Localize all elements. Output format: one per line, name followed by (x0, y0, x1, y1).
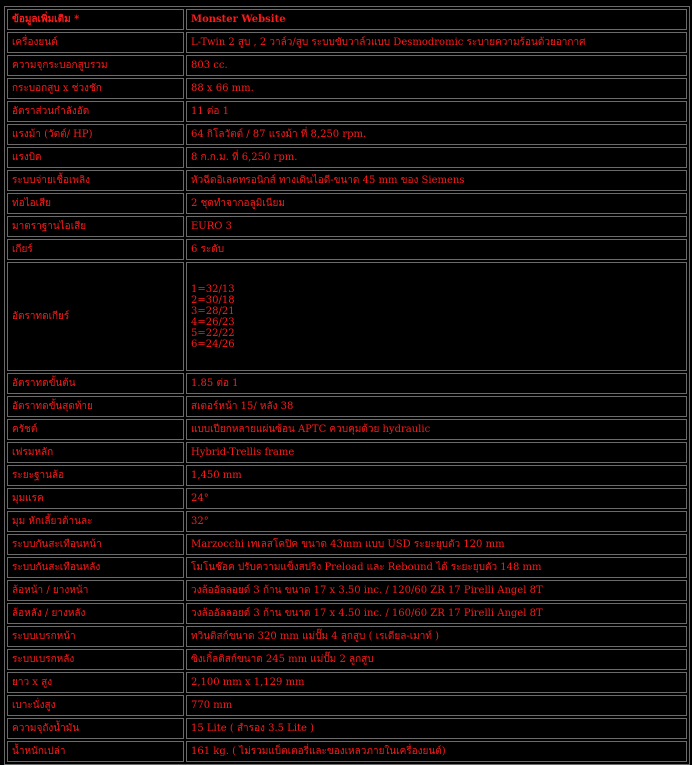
row-value: 803 cc. (186, 55, 687, 76)
row-label: ความจุถังน้ำมัน (7, 718, 184, 739)
row-label: เบาะนั่งสูง (7, 695, 184, 716)
table-row (7, 78, 687, 99)
row-label: ท่อไอเสีย (7, 193, 184, 214)
row-label: ระยะฐานล้อ (7, 465, 184, 486)
row-value: 2,100 mm x 1,129 mm (186, 672, 687, 693)
row-label: ครัชต์ (7, 419, 184, 440)
table-row (7, 465, 687, 486)
row-label: แรงบิด (7, 147, 184, 168)
table-row (7, 170, 687, 191)
table-row (7, 147, 687, 168)
header-value: Monster Website (186, 9, 687, 30)
row-label: เฟรมหลัก (7, 442, 184, 463)
table-row (7, 580, 687, 601)
row-label: อัตราทดขั้นต้น (7, 373, 184, 394)
gear-ratio-3: 3=28/21 (191, 305, 235, 317)
row-value: 1.85 ต่อ 1 (186, 373, 687, 394)
row-value: 6 ระดับ (186, 239, 687, 260)
gear-ratio-row (7, 262, 687, 371)
table-row (7, 741, 687, 762)
row-label: มุมแรค (7, 488, 184, 509)
row-label: ระบบกันสะเทือนหลัง (7, 557, 184, 578)
row-label: กระบอกสูบ x ช่วงชัก (7, 78, 184, 99)
row-value: 8 ก.ก.ม. ที่ 6,250 rpm. (186, 147, 687, 168)
table-row (7, 419, 687, 440)
table-row (7, 626, 687, 647)
row-value: 15 Lite ( สำรอง 3.5 Lite ) (186, 718, 687, 739)
table-row (7, 695, 687, 716)
table-row (7, 193, 687, 214)
row-label: เกียร์ (7, 239, 184, 260)
row-value: 2 ชุดทำจากอลูมิเนียม (186, 193, 687, 214)
gear-ratio-label: อัตราทดเกียร์ (7, 262, 184, 371)
row-label: มาตราฐานไอเสีย (7, 216, 184, 237)
table-row (7, 649, 687, 670)
row-value: แบบเปียกหลายแผ่นซ้อน APTC ควบคุมด้วย hydraulic (186, 419, 687, 440)
table-row (7, 32, 687, 53)
row-label: ยาว x สูง (7, 672, 184, 693)
row-label: แรงม้า (วัตต์/ HP) (7, 124, 184, 145)
row-value: หัวฉีดอิเลคทรอนิกส์ ทางเดินไอดี-ขนาด 45 mm ของ Siemens (186, 170, 687, 191)
row-value: วงล้ออัลลอยด์ 3 ก้าน ขนาด 17 x 3.50 inc. / 120/60 ZR 17 Pirelli Angel 8T (186, 580, 687, 601)
row-value: Marzocchi เทเลสโคปิค ขนาด 43mm แบบ USD ระยะยุบตัว 120 mm (186, 534, 687, 555)
row-label: อัตราส่วนกำลังอัด (7, 101, 184, 122)
row-label: อัตราทดขั้นสุดท้าย (7, 396, 184, 417)
spec-table (4, 6, 690, 765)
row-value: 1,450 mm (186, 465, 687, 486)
row-value: วงล้ออัลลอยด์ 3 ก้าน ขนาด 17 x 4.50 inc. / 160/60 ZR 17 Pirelli Angel 8T (186, 603, 687, 624)
row-label: เครื่องยนต์ (7, 32, 184, 53)
row-label: น้ำหนักเปล่า (7, 741, 184, 762)
table-row (7, 672, 687, 693)
table-row (7, 557, 687, 578)
row-value: 770 mm (186, 695, 687, 716)
table-row (7, 718, 687, 739)
row-label: ล้อหลัง / ยางหลัง (7, 603, 184, 624)
table-row (7, 511, 687, 532)
row-value: 32° (186, 511, 687, 532)
gear-ratio-1: 1=32/13 (191, 283, 235, 295)
gear-ratio-2: 2=30/18 (191, 294, 235, 306)
table-row (7, 603, 687, 624)
table-row (7, 396, 687, 417)
row-value: EURO 3 (186, 216, 687, 237)
row-label: ระบบกันสะเทือนหน้า (7, 534, 184, 555)
gear-ratio-4: 4=26/23 (191, 316, 235, 328)
row-value: ทวินดิสก์ขนาด 320 mm แม่ปั๊ม 4 ลูกสูบ ( เรเดียล-เมาท์ ) (186, 626, 687, 647)
table-header-row (7, 9, 687, 30)
row-value: 24° (186, 488, 687, 509)
table-row (7, 373, 687, 394)
row-label: ระบบเบรกหน้า (7, 626, 184, 647)
row-value: 88 x 66 mm. (186, 78, 687, 99)
row-value: L-Twin 2 สูบ , 2 วาล์ว/สูบ ระบบขับวาล์วแบบ Desmodromic ระบายความร้อนด้วยอากาศ (186, 32, 687, 53)
row-value: 64 กิโลวัตต์ / 87 แรงม้า ที่ 8,250 rpm. (186, 124, 687, 145)
table-row (7, 442, 687, 463)
row-value: ซิงเกิ้ลดิสก์ขนาด 245 mm แม่ปั๊ม 2 ลูกสูบ (186, 649, 687, 670)
row-label: ระบบเบรกหลัง (7, 649, 184, 670)
table-row (7, 124, 687, 145)
row-label: มุม หักเลี้ยวด้านละ (7, 511, 184, 532)
gear-ratio-6: 6=24/26 (191, 338, 235, 350)
header-label: ข้อมูลเพิ่มเติม * (7, 9, 184, 30)
row-label: ความจุกระบอกสูบรวม (7, 55, 184, 76)
gear-ratio-values (186, 262, 687, 371)
table-row (7, 55, 687, 76)
row-value: สเตอร์หน้า 15/ หลัง 38 (186, 396, 687, 417)
row-label: ล้อหน้า / ยางหน้า (7, 580, 184, 601)
row-value: 11 ต่อ 1 (186, 101, 687, 122)
row-value: Hybrid-Trellis frame (186, 442, 687, 463)
table-row (7, 101, 687, 122)
row-value: โมโนช๊อค ปรับความแข็งสปริง Preload และ Rebound ได้ ระยะยุบตัว 148 mm (186, 557, 687, 578)
table-row (7, 216, 687, 237)
gear-ratio-5: 5=22/22 (191, 327, 235, 339)
table-row (7, 534, 687, 555)
row-value: 161 kg. ( ไม่รวมแบ็ตเตอรี่และของเหลวภายในเครื่องยนต์) (186, 741, 687, 762)
spec-table-body (7, 9, 687, 762)
table-row (7, 488, 687, 509)
row-label: ระบบจ่ายเชื้อเพลิง (7, 170, 184, 191)
table-row (7, 239, 687, 260)
